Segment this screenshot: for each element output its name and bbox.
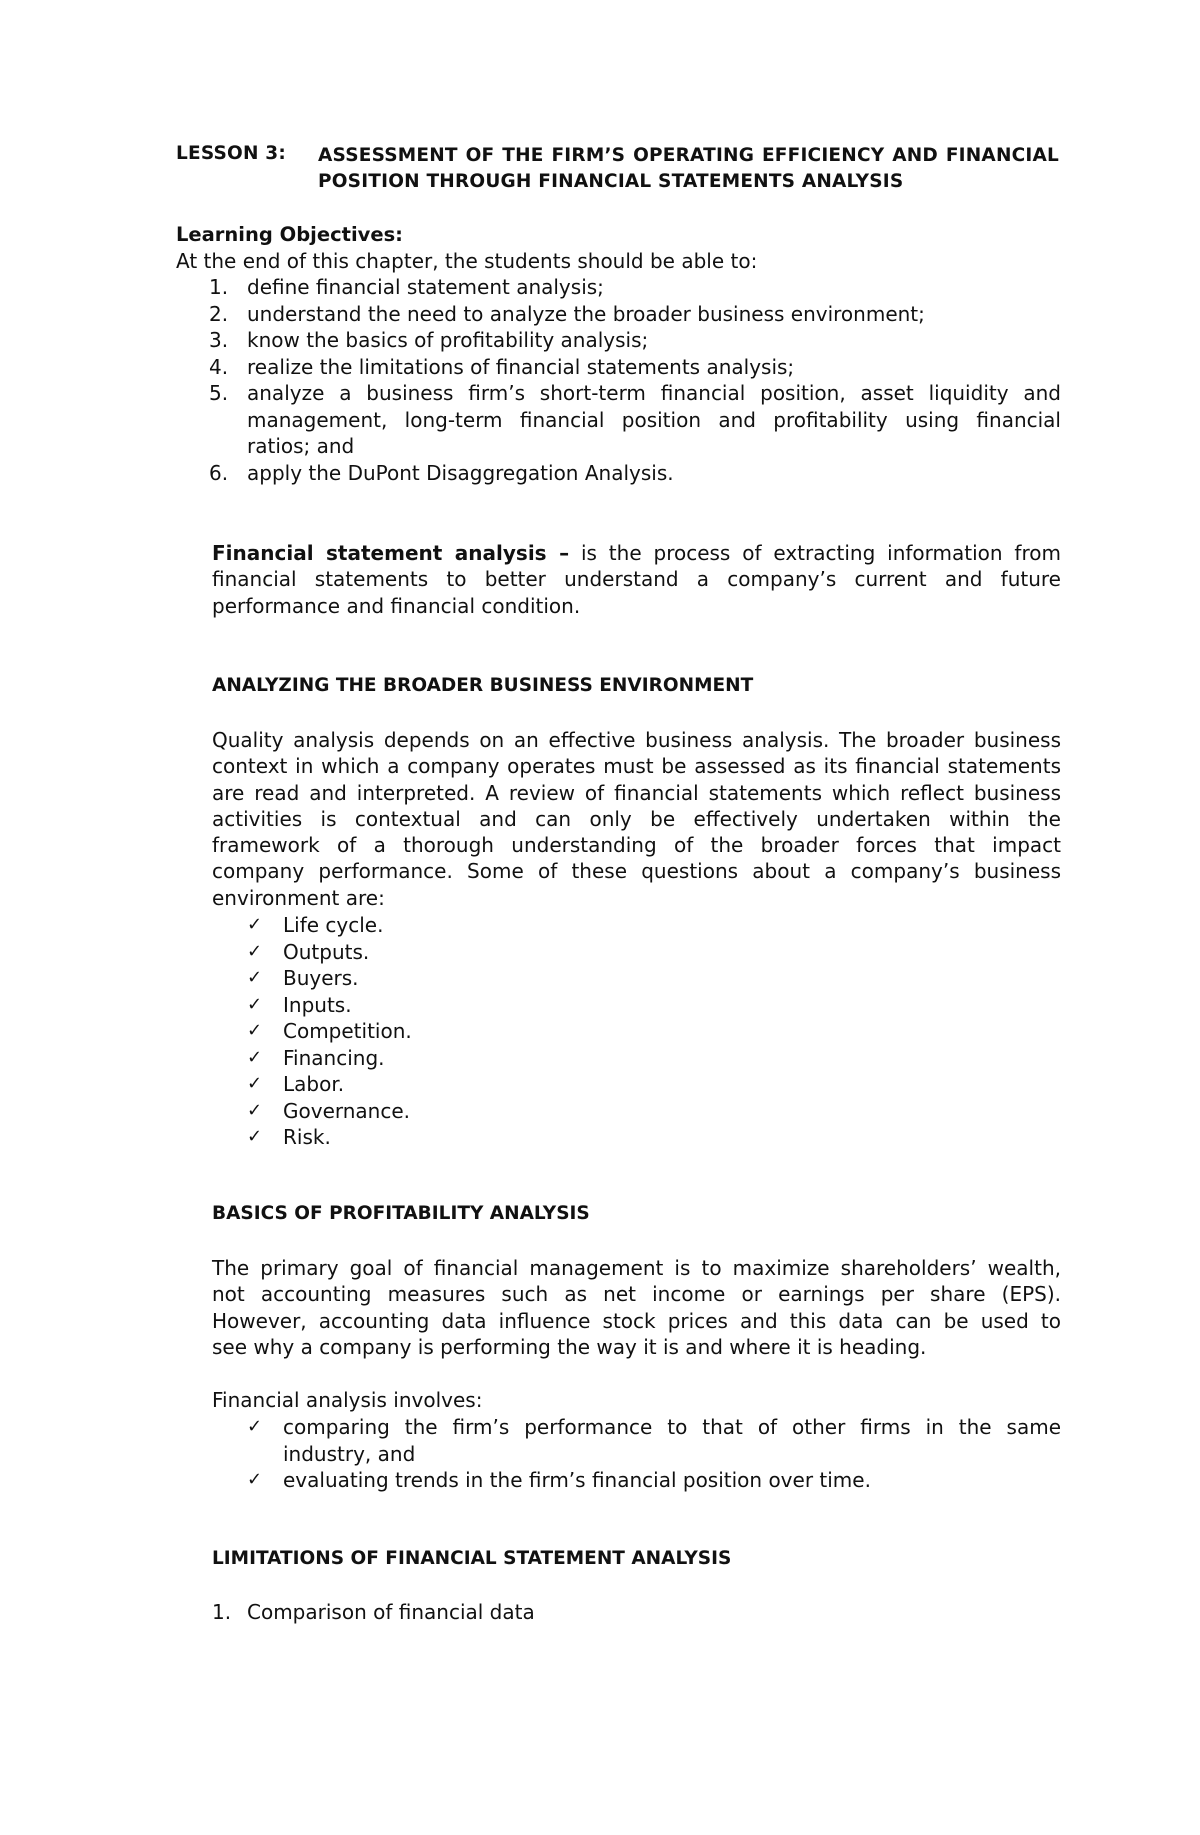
- checklist-item: ✓ Buyers.: [247, 966, 359, 990]
- definition-line3: performance and financial condition.: [212, 593, 581, 618]
- checklist-item: ✓ Life cycle.: [247, 913, 384, 937]
- definition-line1: Financial statement analysis – is the process of extracting information from: [212, 541, 1061, 565]
- limitations-list: 1. Comparison of financial data: [212, 1600, 535, 1624]
- lesson-label: LESSON 3:: [176, 143, 286, 164]
- checklist-item: ✓ Inputs.: [247, 992, 352, 1017]
- involves-checklist: ✓ comparing the firm’s performance to that of other firms in the same industry, and ✓ evaluating trends in the firm’s financial position over time.: [247, 1415, 1061, 1492]
- check-icon: ✓: [247, 940, 263, 962]
- check-icon: ✓: [247, 1099, 263, 1121]
- checklist-item: ✓ Competition.: [247, 1019, 412, 1043]
- checklist-item: ✓ Risk.: [247, 1125, 331, 1149]
- check-icon: ✓: [247, 1020, 263, 1041]
- list-item-text: realize the limitations of financial statements analysis;: [247, 354, 795, 379]
- profitability-paragraph: The primary goal of financial management is to maximize shareholders’ wealth, not accounting measures such as net income or earnings per share (EPS). However, accounting data influence stock prices and this data can be used to see why a company is performing the way it is and where it is heading.: [212, 1256, 1061, 1359]
- environment-checklist: [247, 912, 547, 1152]
- limitations-heading: LIMITATIONS OF FINANCIAL STATEMENT ANALYSIS: [212, 1548, 732, 1569]
- check-icon: ✓: [247, 1416, 263, 1437]
- list-item-text: management, long-term financial position and profitability using financial: [247, 407, 1061, 432]
- definition-line2: financial statements to better understand a company’s current and future: [212, 567, 1061, 592]
- objectives-heading: Learning Objectives:: [176, 223, 403, 246]
- definition-paragraph: [212, 540, 1061, 619]
- lesson-title-line1: ASSESSMENT OF THE FIRM’S OPERATING EFFICIENCY AND FINANCIAL: [318, 145, 1059, 166]
- list-item-text: understand the need to analyze the broader business environment;: [247, 301, 925, 326]
- objectives-list: 1. define financial statement analysis; 2. understand the need to analyze the broader business environment; 3. know the basics of profitability analysis; 4. realize the limitations of financial statements analysis; 5. analyze a business firm’s short-term financial position, asset liquidity and management, long-term financial position and profitability using financial ratios; and 6. apply the DuPont Disaggregation Analysis.: [209, 275, 1061, 485]
- checklist-item: ✓ Outputs.: [247, 939, 370, 964]
- list-item-text: define financial statement analysis;: [247, 275, 604, 299]
- checklist-item: ✓ Financing.: [247, 1045, 385, 1070]
- lesson-title-line2: POSITION THROUGH FINANCIAL STATEMENTS ANALYSIS: [318, 171, 904, 192]
- check-icon: ✓: [247, 914, 263, 935]
- list-item-text: ratios; and: [247, 434, 355, 458]
- profitability-heading: BASICS OF PROFITABILITY ANALYSIS: [212, 1203, 590, 1224]
- check-icon: ✓: [247, 1073, 263, 1094]
- environment-heading: ANALYZING THE BROADER BUSINESS ENVIRONMENT: [212, 675, 754, 696]
- definition-term: Financial statement analysis –: [212, 541, 570, 565]
- check-icon: ✓: [247, 1046, 263, 1068]
- checklist-item: ✓ Governance.: [247, 1098, 411, 1123]
- check-icon: ✓: [247, 967, 263, 988]
- check-icon: ✓: [247, 1469, 263, 1490]
- checklist-item: ✓ Labor.: [247, 1072, 345, 1096]
- list-item-text: apply the DuPont Disaggregation Analysis.: [247, 460, 674, 485]
- objectives-intro: At the end of this chapter, the students should be able to:: [176, 249, 758, 273]
- environment-paragraph: Quality analysis depends on an effective business analysis. The broader business context in which a company operates must be assessed as its financial statements are read and interpreted. A review of financial statements which reflect business activities is contextual and can only be effectively undertaken within the framework of a thorough understanding of the broader forces that impact company performance. Some of these questions about a company’s business environment are:: [212, 728, 1061, 910]
- list-item-text: analyze a business firm’s short-term financial position, asset liquidity and: [247, 381, 1061, 405]
- check-icon: ✓: [247, 993, 263, 1015]
- check-icon: ✓: [247, 1126, 263, 1147]
- involves-intro: Financial analysis involves:: [212, 1388, 483, 1412]
- list-item-text: know the basics of profitability analysis;: [247, 328, 649, 352]
